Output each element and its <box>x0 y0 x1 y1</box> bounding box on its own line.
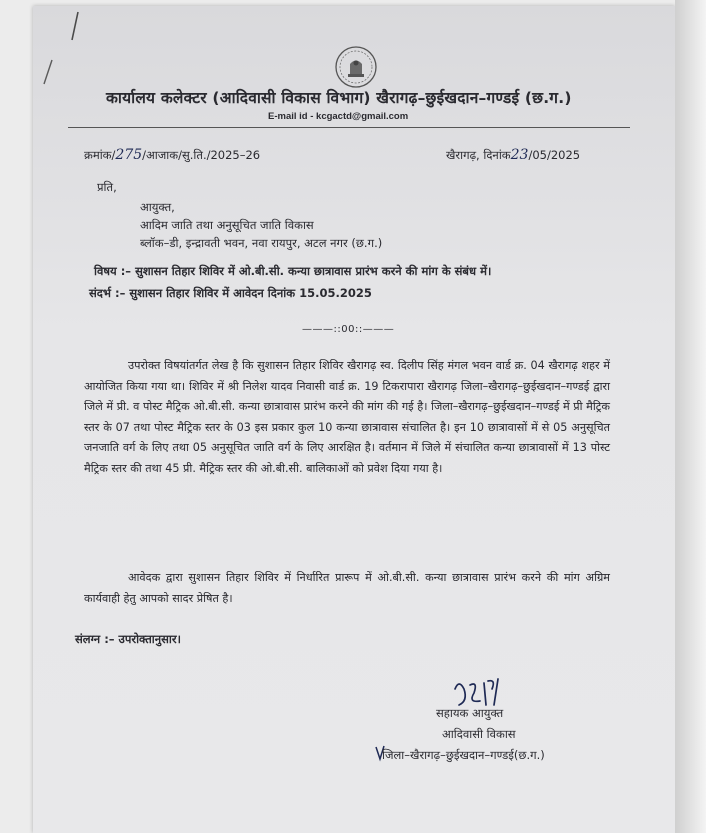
sandarbh-line <box>89 286 372 301</box>
enclosure-line: संलग्न :– उपरोक्तानुसार। <box>75 632 181 646</box>
pen-stroke-mark <box>40 8 90 88</box>
sandarbh-label: संदर्भ :– <box>89 286 126 300</box>
sandarbh-text: सुशासन तिहार शिविर में आवेदन दिनांक 15.05.2025 <box>129 286 372 300</box>
body-paragraph-1: उपरोक्त विषयांतर्गत लेख है कि सुशासन तिहार शिविर खैरागढ़ स्व. दिलीप सिंह मंगल भवन वार्ड क्र. 04 खैरागढ़ शहर में आयोजित किया गया था। शिविर में श्री निलेश यादव निवासी वार्ड क्र. 19 टिकरापारा खैरागढ़ जिला–खैरागढ़–छुईखदान–गण्डई द्वारा जिले में प्री. व पोस्ट मैट्रिक ओ.बी.सी. कन्या छात्रावास प्रारंभ करने की मांग की गई है। जिला–खैरागढ़–छुईखदान–गण्डई में प्री मैट्रिक स्तर के 07 तथा पोस्ट मैट्रिक स्तर के 03 इस प्रकार कुल 10 कन्या छात्रावास संचालित है। इन 10 छात्रावासों में से 05 अनुसूचित जनजाति वर्ग के लिए तथा 05 अनुसूचित जाति वर्ग के लिए आरक्षित है। वर्तमान में जिले में संचालित कन्या छात्रावासों में 13 पोस्ट मैट्रिक स्तर की तथा 45 प्री. मैट्रिक स्तर की ओ.बी.सी. बालिकाओं को प्रवेश दिया गया है। <box>84 359 610 475</box>
office-email: E-mail id - kcgactd@gmail.com <box>268 111 409 122</box>
reference-prefix: क्रमांक/ <box>84 148 116 162</box>
signatory-department: आदिवासी विकास <box>442 727 516 741</box>
place-prefix: खैरागढ़, दिनांक <box>446 148 511 162</box>
body-paragraph-2: आवेदक द्वारा सुशासन तिहार शिविर में निर्धारित प्रारूप में ओ.बी.सी. कन्या छात्रावास प्रारंभ करने की मांग अग्रिम कार्यवाही हेतु आपको सादर प्रेषित है। <box>84 571 610 605</box>
signatory-district: जिला–खैरागढ़–छुईखदान–गण्डई(छ.ग.) <box>382 748 545 762</box>
reference-number-handwritten: 275 <box>115 147 143 163</box>
addressee-line-1: आयुक्त, <box>140 200 175 214</box>
subject-label: विषय :– <box>94 264 132 278</box>
subject-line <box>94 264 491 279</box>
office-heading: कार्यालय कलेक्टर (आदिवासी विकास विभाग) खैरागढ़–छुईखदान–गण्डई (छ.ग.) <box>106 89 572 107</box>
separator: ———::00::——— <box>302 324 395 335</box>
header-rule <box>68 127 630 128</box>
addressee-line-3: ब्लॉक–डी, इन्द्रावती भवन, नवा रायपुर, अटल नगर (छ.ग.) <box>140 236 383 250</box>
signatory-designation: सहायक आयुक्त <box>436 706 504 720</box>
place-date <box>446 147 580 163</box>
prati-label: प्रति, <box>97 180 117 194</box>
background-edge <box>675 0 706 833</box>
reference-suffix: /आजाक/सु.ति./2025–26 <box>142 148 261 162</box>
addressee-line-2: आदिम जाति तथा अनुसूचित जाति विकास <box>140 218 314 232</box>
date-suffix: /05/2025 <box>528 148 581 162</box>
reference-number <box>84 147 260 163</box>
state-emblem-icon <box>333 44 379 90</box>
subject-text: सुशासन तिहार शिविर में ओ.बी.सी. कन्या छात्रावास प्रारंभ करने की मांग के संबंध में। <box>135 264 492 278</box>
date-handwritten: 23 <box>510 147 529 163</box>
